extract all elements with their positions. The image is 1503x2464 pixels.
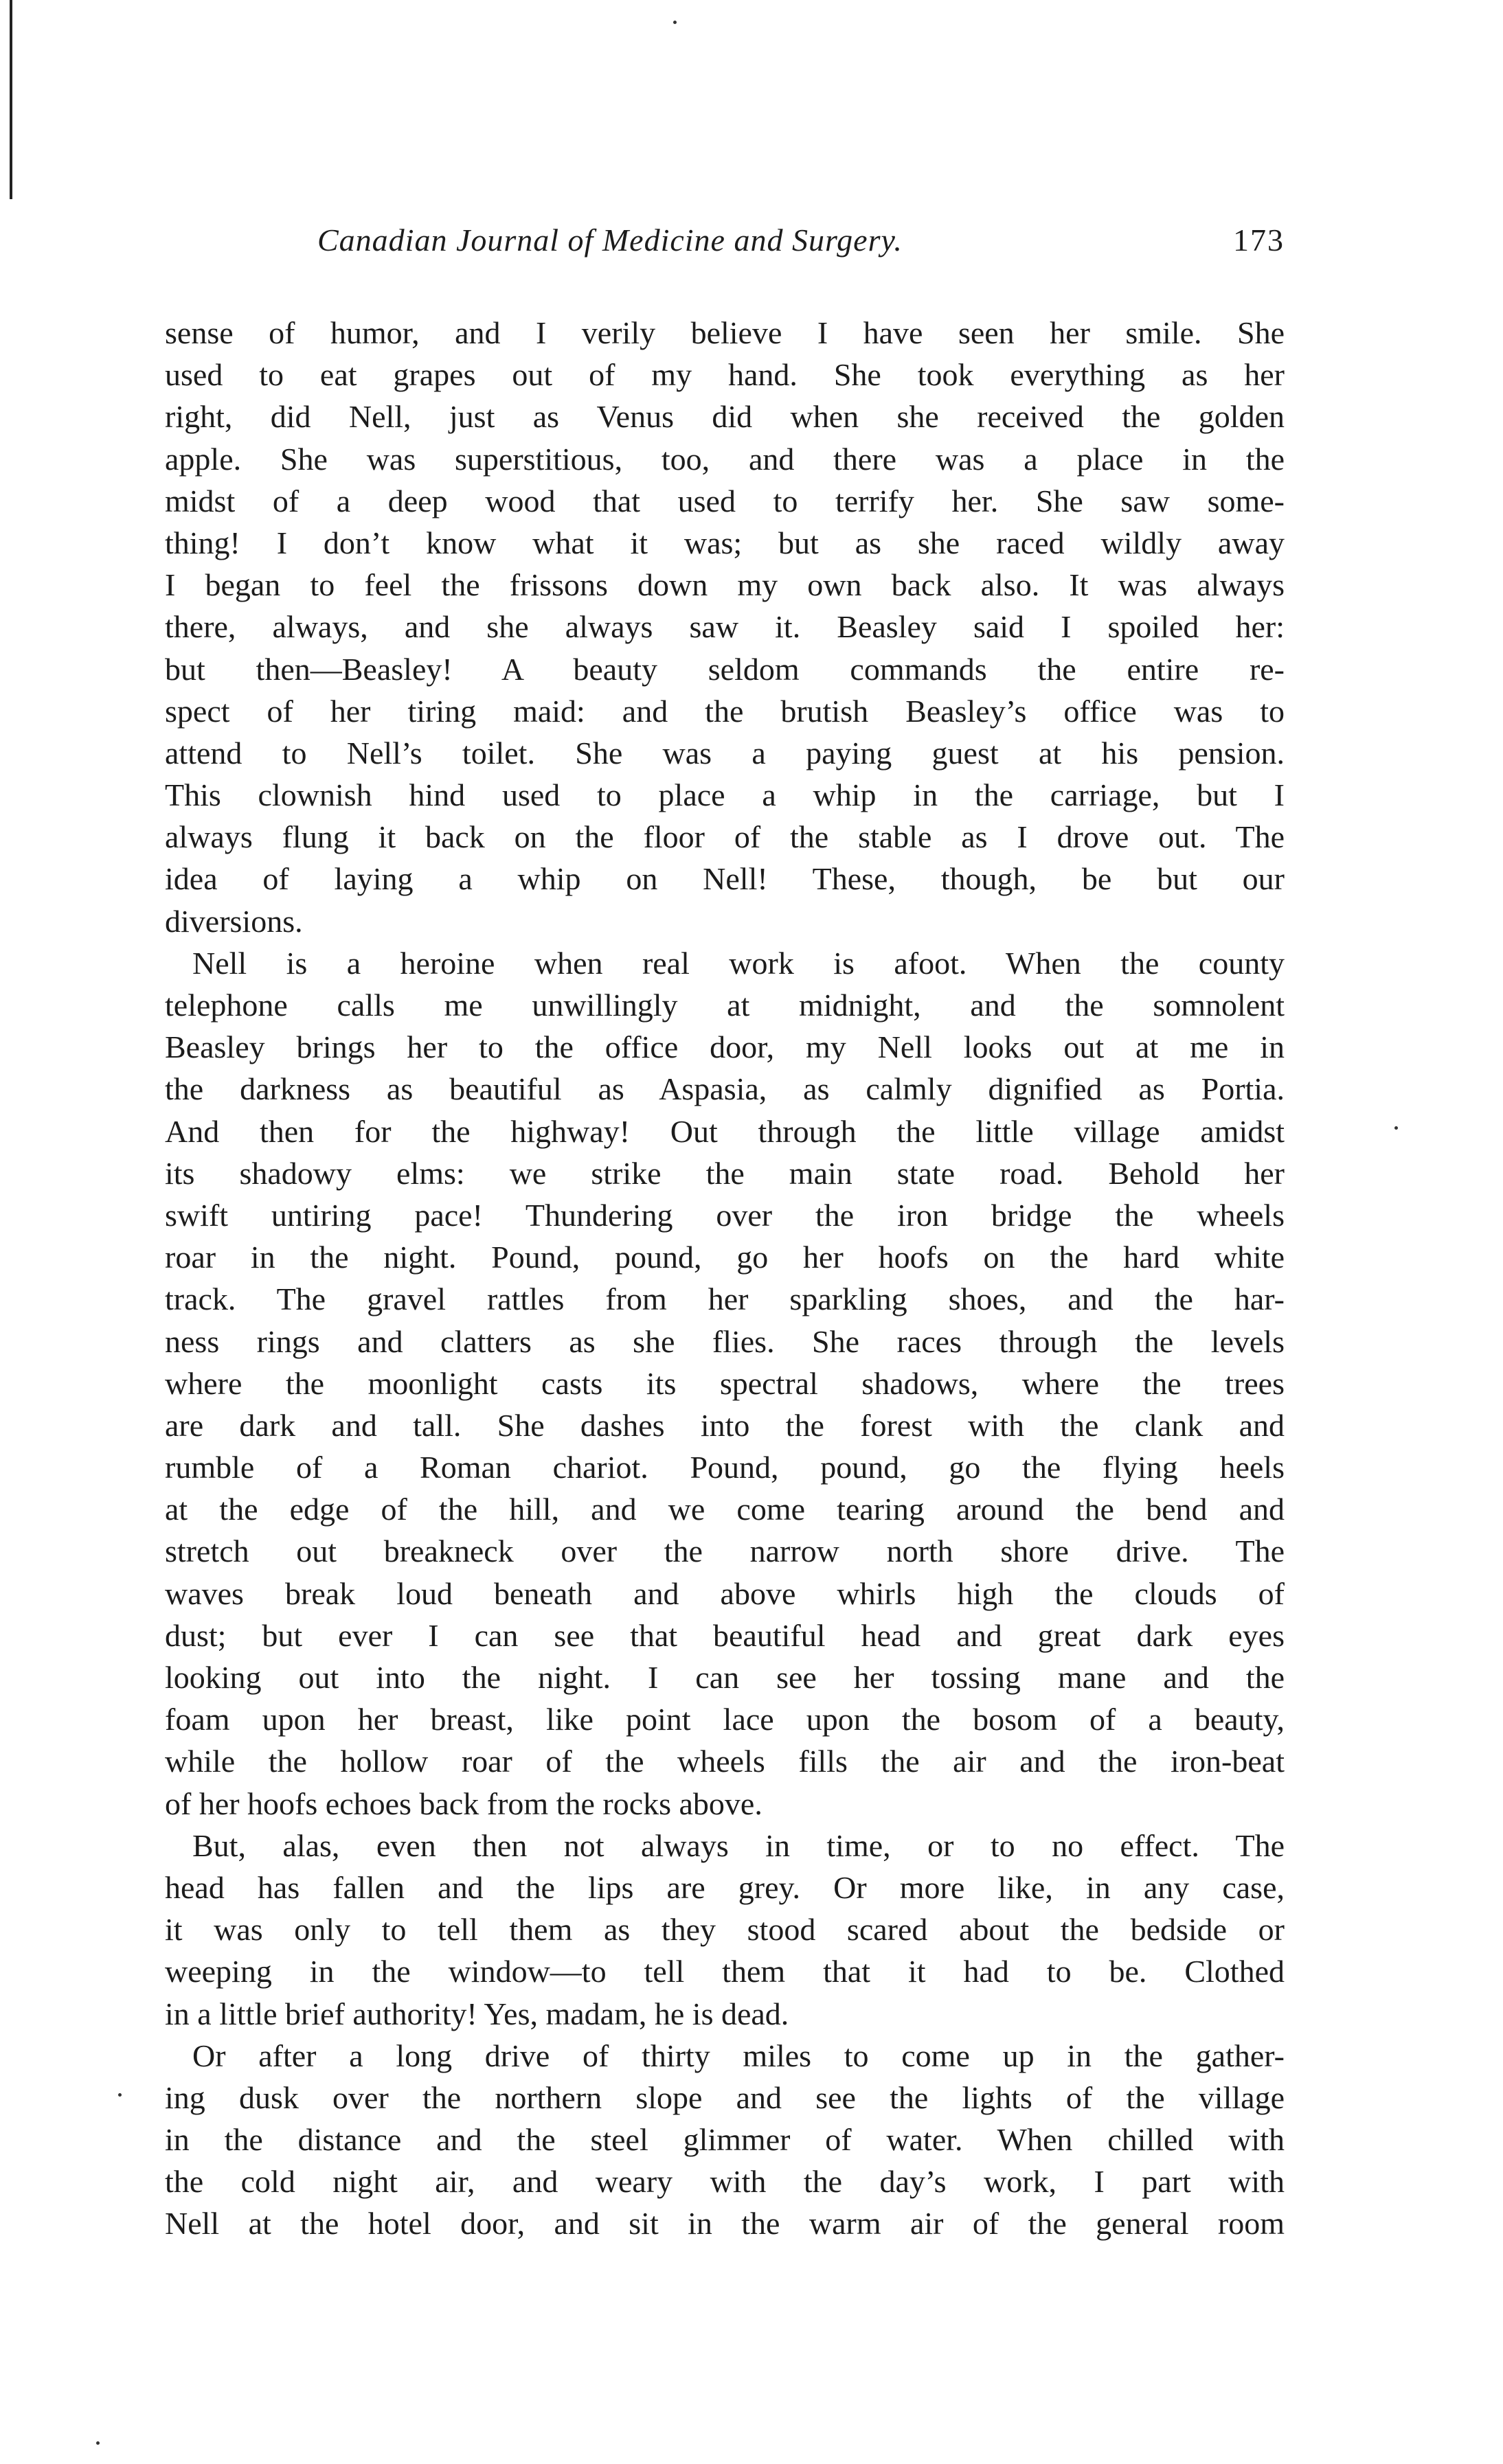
text-line: the cold night air, and weary with the day’s work, I part with <box>165 2164 1285 2200</box>
text-line: sense of humor, and I verily believe I have seen her smile. She <box>165 315 1285 350</box>
text-line: midst of a deep wood that used to terrify her. She saw some- <box>165 483 1285 518</box>
text-line: And then for the highway! Out through the little village amidst <box>165 1113 1285 1149</box>
text-line: ness rings and clatters as she flies. She races through the levels <box>165 1323 1285 1359</box>
text-line: I began to feel the frissons down my own back also. It was always <box>165 567 1285 603</box>
text-line: attend to Nell’s toilet. She was a paying guest at his pension. <box>165 735 1285 771</box>
text-line: where the moonlight casts its spectral shadows, where the trees <box>165 1365 1285 1401</box>
text-line: in a little brief authority! Yes, madam, he is dead. <box>165 1996 789 2031</box>
text-line: looking out into the night. I can see her tossing mane and the <box>165 1660 1285 1695</box>
text-line: foam upon her breast, like point lace upon the bosom of a beauty, <box>165 1702 1285 1737</box>
text-line: weeping in the window—to tell them that it had to be. Clothed <box>165 1954 1285 1989</box>
text-line: roar in the night. Pound, pound, go her hoofs on the hard white <box>165 1240 1285 1275</box>
text-line: spect of her tiring maid: and the brutish Beasley’s office was to <box>165 693 1285 729</box>
text-line: in the distance and the steel glimmer of water. When chilled with <box>165 2122 1285 2158</box>
running-head <box>317 218 1285 262</box>
body-text <box>165 312 1285 2245</box>
text-line: at the edge of the hill, and we come tearing around the bend and <box>165 1492 1285 1527</box>
text-line: but then—Beasley! A beauty seldom commands the entire re- <box>165 651 1285 687</box>
text-line: apple. She was superstitious, too, and there was a place in the <box>165 441 1285 477</box>
text-line: the darkness as beautiful as Aspasia, as calmly dignified as Portia. <box>165 1071 1285 1107</box>
text-line: while the hollow roar of the wheels fills the air and the iron-beat <box>165 1744 1285 1779</box>
paragraph-3 <box>165 1825 1285 2035</box>
text-line: This clownish hind used to place a whip in the carriage, but I <box>165 777 1285 813</box>
text-line: stretch out breakneck over the narrow north shore drive. The <box>165 1533 1285 1569</box>
text-line: dust; but ever I can see that beautiful head and great dark eyes <box>165 1617 1285 1653</box>
text-line: rumble of a Roman chariot. Pound, pound, go the flying heels <box>165 1450 1285 1485</box>
text-line: Or after a long drive of thirty miles to come up in the gather- <box>192 2038 1285 2073</box>
scan-speck <box>673 21 677 24</box>
page-number: 173 <box>1233 223 1285 258</box>
paragraph-4 <box>165 2035 1285 2245</box>
text-line: swift untiring pace! Thundering over the iron bridge the wheels <box>165 1197 1285 1233</box>
text-line: head has fallen and the lips are grey. Or more like, in any case, <box>165 1869 1285 1905</box>
text-line: its shadowy elms: we strike the main state road. Behold her <box>165 1155 1285 1191</box>
text-line: telephone calls me unwillingly at midnight, and the somnolent <box>165 988 1285 1023</box>
scan-speck <box>96 2441 100 2445</box>
text-line: track. The gravel rattles from her sparkling shoes, and the har- <box>165 1281 1285 1317</box>
text-line: thing! I don’t know what it was; but as she raced wildly away <box>165 525 1285 560</box>
text-line: diversions. <box>165 903 303 939</box>
text-line: there, always, and she always saw it. Beasley said I spoiled her: <box>165 609 1285 645</box>
paragraph-2 <box>165 942 1285 1825</box>
text-line: Beasley brings her to the office door, my Nell looks out at me in <box>165 1029 1285 1065</box>
text-line: used to eat grapes out of my hand. She took everything as her <box>165 357 1285 393</box>
journal-title: Canadian Journal of Medicine and Surgery. <box>317 223 903 258</box>
text-line: it was only to tell them as they stood scared about the bedside or <box>165 1912 1285 1948</box>
text-line: idea of laying a whip on Nell! These, though, be but our <box>165 861 1285 897</box>
text-line: Nell at the hotel door, and sit in the warm air of the general room <box>165 2206 1285 2241</box>
text-line: right, did Nell, just as Venus did when she received the golden <box>165 399 1285 435</box>
margin-binding-line <box>10 0 12 199</box>
text-line: of her hoofs echoes back from the rocks above. <box>165 1786 762 1821</box>
scan-speck <box>118 2093 122 2097</box>
text-line: waves break loud beneath and above whirls high the clouds of <box>165 1575 1285 1611</box>
text-line: ing dusk over the northern slope and see the lights of the village <box>165 2079 1285 2115</box>
text-line: always flung it back on the floor of the stable as I drove out. The <box>165 819 1285 855</box>
text-line: are dark and tall. She dashes into the forest with the clank and <box>165 1407 1285 1443</box>
text-line: Nell is a heroine when real work is afoot. When the county <box>192 945 1285 981</box>
paragraph-1 <box>165 312 1285 942</box>
text-line: But, alas, even then not always in time, or to no effect. The <box>192 1827 1285 1863</box>
scan-speck <box>1394 1126 1398 1130</box>
